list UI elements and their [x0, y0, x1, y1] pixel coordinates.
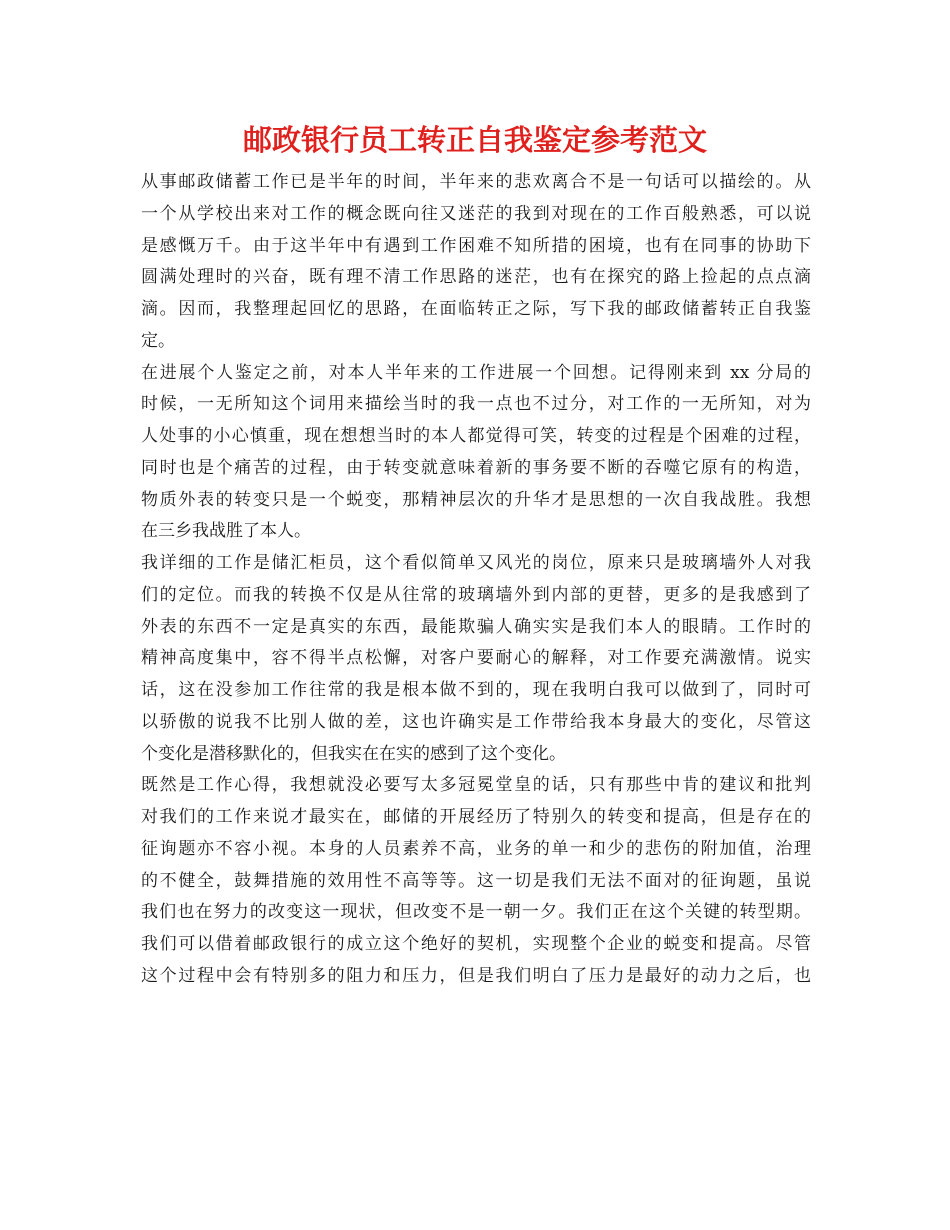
- document-body: [141, 167, 811, 993]
- body-line: 我们可以借着邮政银行的成立这个绝好的契机，实现整个企业的蜕变和提高。尽管: [141, 934, 811, 954]
- body-line: 物质外表的转变只是一个蜕变，那精神层次的升华才是思想的一次自我战胜。我想: [141, 489, 811, 510]
- body-line: 以骄傲的说我不比别人做的差，这也许确实是工作带给我本身最大的变化，尽管这: [141, 711, 811, 732]
- body-line: 外表的东西不一定是真实的东西，最能欺骗人确实实是我们本人的眼睛。工作时的: [141, 616, 811, 637]
- body-line: 对我们的工作来说才最实在，邮储的开展经历了特别久的转变和提高，但是存在的: [141, 807, 811, 827]
- body-line: 既然是工作心得，我想就没必要写太多冠冕堂皇的话，只有那些中肯的建议和批判: [141, 775, 811, 796]
- body-line: 是感慨万千。由于这半年中有遇到工作困难不知所措的困境，也有在同事的协助下: [141, 235, 811, 256]
- body-line: 我们也在努力的改变这一现状，但改变不是一朝一夕。我们正在这个关键的转型期。: [141, 902, 811, 923]
- body-line: 个变化是潜移默化的，但我实在在实的感到了这个变化。: [141, 743, 566, 764]
- document-title: 邮政银行员工转正自我鉴定参考范文: [242, 123, 707, 157]
- body-line: 圆满处理时的兴奋，既有理不清工作思路的迷茫，也有在探究的路上捡起的点点滴: [141, 267, 811, 288]
- body-line: 时候，一无所知这个词用来描绘当时的我一点也不过分，对工作的一无所知，对为: [141, 394, 811, 415]
- body-line: 我详细的工作是储汇柜员，这个看似简单又风光的岗位，原来只是玻璃墙外人对我: [141, 553, 811, 573]
- body-line: 精神高度集中，容不得半点松懈，对客户要耐心的解释，对工作要充满激情。说实: [141, 648, 811, 669]
- body-line: 在三乡我战胜了本人。: [141, 521, 311, 542]
- body-line: 们的定位。而我的转换不仅是从往常的玻璃墙外到内部的更替，更多的是我感到了: [141, 584, 811, 605]
- body-line: 滴。因而，我整理起回忆的思路，在面临转正之际，写下我的邮政储蓄转正自我鉴: [141, 299, 811, 319]
- body-line: 的不健全，鼓舞措施的效用性不高等等。这一切是我们无法不面对的征询题，虽说: [141, 870, 811, 891]
- body-line: 定。: [141, 330, 175, 351]
- body-line: 话，这在没参加工作往常的我是根本做不到的，现在我明白我可以做到了，同时可: [141, 680, 811, 700]
- body-line: 从事邮政储蓄工作已是半年的时间，半年来的悲欢离合不是一句话可以描绘的。从: [141, 172, 811, 192]
- body-line: 人处事的小心慎重，现在想想当时的本人都觉得可笑，转变的过程是个困难的过程，: [141, 426, 811, 446]
- body-line: 征询题亦不容小视。本身的人员素养不高，业务的单一和少的悲伤的附加值，治理: [141, 838, 811, 859]
- body-line: 这个过程中会有特别多的阻力和压力，但是我们明白了压力是最好的动力之后，也: [141, 965, 811, 986]
- body-line: 同时也是个痛苦的过程，由于转变就意味着新的事务要不断的吞噬它原有的构造，: [141, 457, 811, 478]
- body-line: 在进展个人鉴定之前，对本人半年来的工作进展一个回想。记得刚来到 xx 分局的: [141, 362, 811, 383]
- body-line: 一个从学校出来对工作的概念既向往又迷茫的我到对现在的工作百般熟悉，可以说: [141, 203, 811, 224]
